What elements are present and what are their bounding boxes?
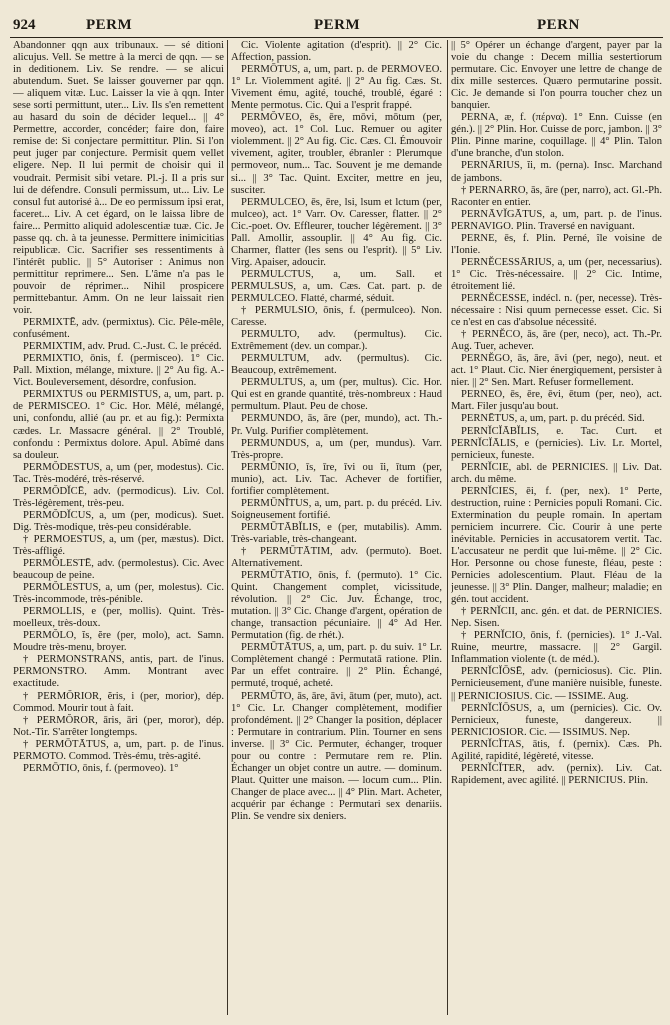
dictionary-entry: PERMŎDĬCĒ, adv. (permodicus). Liv. Col. Très-légèrement, très-peu. [13, 485, 224, 509]
dictionary-entry: PERMŎLESTUS, a, um (per, molestus). Cic. Très-incommode, très-pénible. [13, 582, 224, 606]
dictionary-entry: PERMULCEO, ēs, ēre, lsi, lsum et lctum (per, mulceo), act. 1° Varr. Ov. Caresser, flatter. || 2° Cic.-poet. Ov. Effleurer, toucher légèrement. || 3° Pall. Amollir, assouplir. || 4° Au fig. Cic. Charmer, flatter (les sens ou l'esprit). || 5° Liv. Virg. Apaiser, adoucir. [231, 196, 442, 268]
dictionary-entry: † PERMOESTUS, a, um (per, mæstus). Dict. Très-affligé. [13, 533, 224, 557]
dictionary-entry: PERMOLLIS, e (per, mollis). Quint. Très-moelleux, très-doux. [13, 606, 224, 630]
dictionary-entry: † PERMŌTĀTUS, a, um, part. p. de l'inus. PERMOTO. Commod. Très-ému, très-agité. [13, 738, 224, 762]
dictionary-entry: PERMŪNIO, īs, īre, īvi ou ĭi, ītum (per, munio), act. Liv. Tac. Achever de fortifier, fortifier complètement. [231, 461, 442, 497]
dictionary-entry: PERMIXTIM, adv. Prud. C.-Just. C. le précéd. [23, 341, 222, 353]
left-guide-word: PERM [86, 17, 133, 33]
dictionary-entry: PERNĒTUS, a, um, part. p. du précéd. Sid. [461, 413, 645, 425]
dictionary-entry: PERMŪTO, ās, āre, āvi, ātum (per, muto), act. 1° Cic. Lr. Changer complètement, modifier profondément. || 2° Changer la position, déplacer : Permutare in contrarium. Plin. Tourner en sens inverse. || 3° Cic. Permuter, échanger, troquer pour ou contre : Permutare rem re. Plin. Échanger un objet contre un autre. — dominum. Plaut. Quitter une maison. — locum cum... Plin. Changer de place avec... || 4° Plin. Mart. Acheter, acquérir par échange : Permutari sex denariis. Plin. Se vendre six deniers. [231, 690, 442, 822]
dictionary-entry: PERMŌTUS, a, um, part. p. de PERMOVEO. 1° Lr. Violemment agité. || 2° Au fig. Cæs. St. Vivement ému, agité, touché, troublé, égaré : Mente permotus. Cic. Qui a l'esprit frappé. [231, 64, 442, 112]
dictionary-entry: † PERMŪTĀTIM, adv. (permuto). Boet. Alternativement. [231, 545, 442, 570]
running-header [13, 17, 661, 35]
dictionary-entry: PERMŎLESTĒ, adv. (permolestus). Cic. Avec beaucoup de peine. [13, 558, 224, 582]
dictionary-entry: PERNĬCĬŌSĒ, adv. (perniciosus). Cic. Plin. Pernicieusement, d'une manière nuisible, funeste. || PERNICIOSIUS. Cic. — ISSIME. Aug. [451, 666, 662, 702]
dictionary-entry: † PERNĬCIO, ōnis, f. (pernicies). 1° J.-Val. Ruine, meurtre, massacre. || 2° Gargil. Inflammation violente (t. de méd.). [451, 630, 662, 666]
dictionary-entry: PERMUNDUS, a, um (per, mundus). Varr. Très-propre. [231, 437, 442, 461]
dictionary-entry: PERNĬCĬTER, adv. (pernix). Liv. Cat. Rapidement, avec agilité. || PERNICIUS. Plin. [451, 762, 662, 786]
dictionary-entry: PERMULTUM, adv. (permultus). Cic. Beaucoup, extrêmement. [231, 353, 442, 377]
dictionary-entry: PERMŎDESTUS, a, um (per, modestus). Cic. Tac. Très-modéré, très-réservé. [13, 461, 224, 485]
column-1 [13, 40, 224, 1020]
right-guide-word: PERN [537, 17, 580, 33]
dictionary-entry: Cic. Violente agitation (d'esprit). || 2° Cic. Affection, passion. [231, 40, 442, 64]
dictionary-entry: || 5° Opérer un échange d'argent, payer par la voie du change : Decem millia sestertiorum permutare. Cic. Envoyer une lettre de change de dix mille sesterces. Quæro permutarine possit. Cic. Je demande si l'on pourra toucher chez un banquier. [451, 40, 662, 112]
dictionary-entry: PERMŪTĀBĬLIS, e (per, mutabilis). Amm. Très-variable, très-changeant. [231, 521, 442, 545]
dictionary-entry: PERNĀVĬGĀTUS, a, um, part. p. de l'inus. PERNAVIGO. Plin. Traversé en naviguant. [451, 208, 662, 232]
dictionary-entry: PERNĬCĬĀBĬLIS, e. Tac. Curt. et PERNĬCĬĀLIS, e (pernicies). Liv. Lr. Mortel, pernicieux, funeste. [451, 425, 662, 461]
dictionary-entry: PERMULTO, adv. (permultus). Cic. Extrêmement (dev. un compar.). [231, 329, 442, 353]
dictionary-entry: PERMŎLO, ĭs, ĕre (per, molo), act. Samn. Moudre très-menu, broyer. [13, 630, 224, 654]
dictionary-entry: † PERNĔCO, ās, āre (per, neco), act. Th.-Pr. Aug. Tuer, achever. [451, 329, 662, 353]
column-divider-1 [227, 40, 228, 1015]
dictionary-entry: † PERMŎRIOR, ĕris, i (per, morior), dép. Commod. Mourir tout à fait. [13, 690, 224, 714]
dictionary-entry: Abandonner qqn aux tribunaux. — sé ditioni alicujus. Vell. Se mettre à la merci de qqn. — se in deditionem. Liv. Se rendre. — se alicui abutendum. Suet. Se laisser gouverner par qqn. — aliquem vitæ. Luc. Laisser la vie à qqn. Inter sese sorti permittunt, uter... Liv. Ils s'en remettent au hasard du soin de décider lequel... || 4° Permettre, accorder, concéder; faire don, faire remise de: Si conjectare permittitur. Plin. Si l'on peut juger par conjecture. Permisit quem vellet eligere. Nep. Il lui permit de choisir qui il voudrait. Permisit sibi vetare. Pl.-j. Il a pris sur lui de défendre. Consuli permissum, ut... Liv. Le consul fut autorisé à... De eo permissum ipsi erat, faceret... Liv. A cet égard, on le laissa libre de faire... Permitto aliquid adolescentiæ tuæ. Cic. Je passe qq. ch. à ta jeunesse. Permittere inimicitias reipublicæ. Cic. Sacrifier ses ressentiments à l'intérêt public. || 5° Autoriser : Animus non permittitur reprimere... Sen. L'âme n'a pas le pouvoir de réprimer... Nihil prospicere permittebantur. Amm. On ne leur laissait rien voir. [13, 40, 224, 317]
dictionary-entry: PERNEO, ēs, ēre, ēvi, ētum (per, neo), act. Mart. Filer jusqu'au bout. [451, 389, 662, 413]
column-3 [451, 40, 662, 1020]
dictionary-entry: PERNĬCĬTAS, ātis, f. (pernix). Cæs. Ph. Agilité, rapidité, légèreté, vitesse. [451, 738, 662, 762]
dictionary-entry: PERMŌTIO, ōnis, f. (permoveo). 1° [23, 762, 179, 774]
dictionary-entry: PERMŪTĀTIO, ōnis, f. (permuto). 1° Cic. Quint. Changement complet, vicissitude, révolution. || 2° Cic. Juv. Échange, troc, mutation. || 3° Cic. Change d'argent, opération de change, transaction pécuniaire. || 4° Ad Her. Permutation (fig. de rhét.). [231, 570, 442, 642]
dictionary-entry: PERMŪTĀTUS, a, um, part. p. du suiv. 1° Lr. Complètement changé : Permutatā ratione. Plin. Par un effet contraire. || 2° Plin. Échangé, permuté, troqué, acheté. [231, 642, 442, 690]
dictionary-entry: PERNĔCESSE, indécl. n. (per, necesse). Très-nécessaire : Nisi quum pernecesse esset. Cic. Si ce n'est en cas d'absolue nécessité. [451, 292, 662, 329]
dictionary-entry: PERMULCTUS, a, um. Sall. et PERMULSUS, a, um. Cæs. Cat. part. p. de PERMULCEO. Flatté, charmé, séduit. [231, 268, 442, 304]
dictionary-entry: † PERMŎROR, āris, āri (per, moror), dép. Not.-Tir. S'arrêter longtemps. [13, 714, 224, 738]
dictionary-entry: PERNĔCESSĀRIUS, a, um (per, necessarius). 1° Cic. Très-nécessaire. || 2° Cic. Intime, étroitement lié. [451, 256, 662, 292]
dictionary-entry: PERNĔGO, ās, āre, āvi (per, nego), neut. et act. 1° Plaut. Cic. Nier énergiquement, persister à nier. || 2° Sen. Mart. Refuser formellement. [451, 353, 662, 389]
dictionary-entry: PERMŎDĬCUS, a, um (per, modicus). Suet. Dig. Très-modique, très-peu considérable. [13, 509, 224, 533]
dictionary-entry: † PERMONSTRANS, antis, part. de l'inus. PERMONSTRO. Amm. Montrant avec exactitude. [13, 654, 224, 690]
dictionary-entry: PERMŎVEO, ēs, ēre, mōvi, mōtum (per, moveo), act. 1° Col. Luc. Remuer ou agiter violemment. || 2° Au fig. Cic. Cæs. Cl. Émouvoir vivement, agiter, troubler, ébranler : Plerumque permoveor, num... Tac. Souvent je me demande si... || 3° Tac. Quint. Exciter, mettre en jeu, susciter. [231, 112, 442, 196]
dictionary-entry: † PERNĬCII, anc. gén. et dat. de PERNICIES. Nep. Sisen. [451, 606, 662, 630]
dictionary-entry: † PERNARRO, ās, āre (per, narro), act. Gl.-Ph. Raconter en entier. [451, 184, 662, 208]
dictionary-entry: PERNE, ēs, f. Plin. Perné, île voisine de l'Ionie. [451, 232, 662, 256]
dictionary-entry: PERMIXTĒ, adv. (permixtus). Cic. Pêle-mêle, confusément. [13, 317, 224, 341]
dictionary-entry: PERNĬCIE, abl. de PERNICIES. || Liv. Dat. arch. du même. [451, 461, 662, 485]
dictionary-entry: † PERMULSIO, ōnis, f. (permulceo). Non. Caresse. [231, 305, 442, 329]
dictionary-entry: PERMIXTIO, ōnis, f. (permisceo). 1° Cic. Pall. Mixtion, mélange, mixture. || 2° Au fig. A.-Vict. Bouleversement, désordre, confusion. [13, 353, 224, 389]
header-rule [10, 37, 663, 38]
column-2 [231, 40, 442, 1020]
dictionary-entry: PERMŪNĪTUS, a, um, part. p. du précéd. Liv. Soigneusement fortifié. [231, 497, 442, 521]
dictionary-entry: PERMIXTUS ou PERMISTUS, a, um, part. p. de PERMISCEO. 1° Cic. Hor. Mêlé, mélangé, uni, confondu, allié (au pr. et au fig.): Permixta cædes. Lr. Massacre général. || 2° Troublé, confondu : Permixtus dolore. Apul. Abîmé dans sa douleur. [13, 389, 224, 461]
column-divider-2 [447, 40, 448, 1015]
dictionary-entry: PERNA, æ, f. (πέρνα). 1° Enn. Cuisse (en gén.). || 2° Plin. Hor. Cuisse de porc, jambon. || 3° Plin. Pinne marine, coquillage. || 4° Plin. Talon d'une branche, d'un stolon. [451, 112, 662, 160]
dictionary-entry: PERMUNDO, ās, āre (per, mundo), act. Th.-Pr. Vulg. Purifier complètement. [231, 413, 442, 437]
dictionary-entry: PERNĀRIUS, ĭi, m. (perna). Insc. Marchand de jambons. [451, 160, 662, 184]
dictionary-entry: PERMULTUS, a, um (per, multus). Cic. Hor. Qui est en grande quantité, très-nombreux : Haud permultum. Plaut. Peu de chose. [231, 377, 442, 413]
dictionary-entry: PERNĬCĬŌSUS, a, um (pernicies). Cic. Ov. Pernicieux, funeste, dangereux. || PERNICIOSIOR. Cic. — ISSIMUS. Nep. [451, 702, 662, 738]
center-guide-word: PERM [314, 17, 361, 33]
dictionary-entry: PERNĬCIES, ēi, f. (per, nex). 1° Perte, destruction, ruine : Pernicies populi Romani. Cic. Extermination du peuple romain. In apertam perniciem incurrere. Cic. Courir à une perte inévitable. Pernicies in accusatorem vertit. Tac. L'accusateur ne perdit que lui-même. || 2° Cic. Hor. Personne ou chose funeste, fléau, peste : Pernicies adolescentium. Plaut. Fléau de la jeunesse. || 3° Plin. Danger, malheur; maladie; en gén. tout accident. [451, 485, 662, 606]
page-number: 924 [13, 17, 36, 33]
